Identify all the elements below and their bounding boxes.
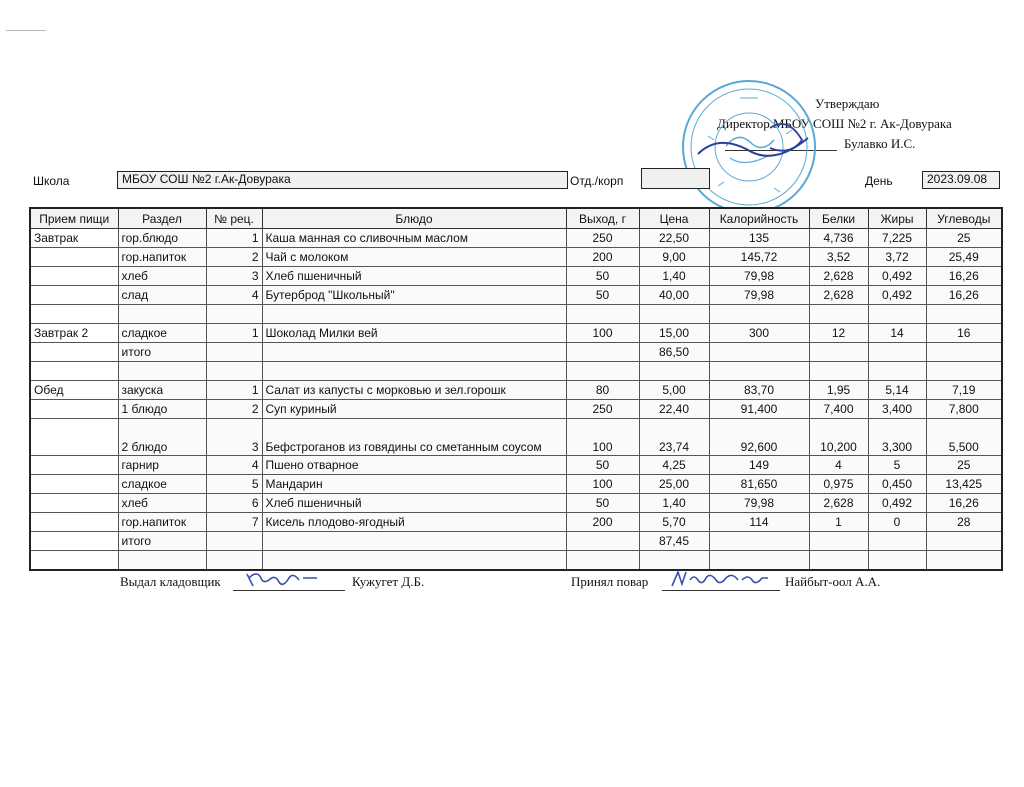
meal-cell: [30, 475, 118, 494]
meal-cell: [30, 419, 118, 456]
table-row-empty: [30, 305, 1002, 324]
dish-cell: Кисель плодово-ягодный: [262, 513, 566, 532]
price-cell: 22,50: [639, 229, 709, 248]
col-header-price: Цена: [639, 208, 709, 229]
table-row: [30, 229, 1002, 248]
col-header-dish: Блюдо: [262, 208, 566, 229]
weight-cell: 100: [566, 475, 639, 494]
weight-cell: 50: [566, 456, 639, 475]
col-header-protein: Белки: [809, 208, 868, 229]
fat-cell: 0,492: [868, 494, 926, 513]
table-row: [30, 267, 1002, 286]
dish-cell: Бефстроганов из говядины со сметанным соусом: [262, 419, 566, 456]
price-cell: 1,40: [639, 267, 709, 286]
section-cell: гарнир: [118, 456, 206, 475]
total-price: 86,50: [639, 343, 709, 362]
carbs-cell: 7,19: [926, 381, 1002, 400]
price-cell: 9,00: [639, 248, 709, 267]
col-header-calories: Калорийность: [709, 208, 809, 229]
dish-cell: Мандарин: [262, 475, 566, 494]
recipe-cell: 3: [206, 267, 262, 286]
protein-cell: 2,628: [809, 286, 868, 305]
dish-cell: Хлеб пшеничный: [262, 494, 566, 513]
day-label: День: [865, 174, 893, 188]
section-cell: гор.блюдо: [118, 229, 206, 248]
dish-cell: Хлеб пшеничный: [262, 267, 566, 286]
table-row: [30, 400, 1002, 419]
recipe-cell: 1: [206, 381, 262, 400]
meal-cell: [30, 513, 118, 532]
recipe-cell: 2: [206, 400, 262, 419]
carbs-cell: 25: [926, 456, 1002, 475]
price-cell: 40,00: [639, 286, 709, 305]
total-price: 87,45: [639, 532, 709, 551]
recipe-cell: 4: [206, 456, 262, 475]
table-row: [30, 419, 1002, 456]
calories-cell: 145,72: [709, 248, 809, 267]
menu-table: [29, 207, 1003, 571]
weight-cell: 100: [566, 419, 639, 456]
dish-cell: Каша манная со сливочным маслом: [262, 229, 566, 248]
department-field: [641, 168, 710, 189]
price-cell: 15,00: [639, 324, 709, 343]
fat-cell: 14: [868, 324, 926, 343]
fat-cell: 7,225: [868, 229, 926, 248]
carbs-cell: 16: [926, 324, 1002, 343]
table-row: [30, 324, 1002, 343]
protein-cell: 2,628: [809, 494, 868, 513]
fat-cell: 3,400: [868, 400, 926, 419]
protein-cell: 1: [809, 513, 868, 532]
carbs-cell: 25,49: [926, 248, 1002, 267]
section-cell: сладкое: [118, 324, 206, 343]
protein-cell: 10,200: [809, 419, 868, 456]
calories-cell: 79,98: [709, 267, 809, 286]
cook-label: Принял повар: [571, 574, 649, 589]
table-row: [30, 456, 1002, 475]
table-header-row: [30, 208, 1002, 229]
table-row-empty: [30, 551, 1002, 571]
calories-cell: 83,70: [709, 381, 809, 400]
carbs-cell: 16,26: [926, 494, 1002, 513]
recipe-cell: 1: [206, 324, 262, 343]
protein-cell: 0,975: [809, 475, 868, 494]
recipe-cell: 4: [206, 286, 262, 305]
total-label: итого: [118, 343, 206, 362]
price-cell: 22,40: [639, 400, 709, 419]
price-cell: 23,74: [639, 419, 709, 456]
section-cell: хлеб: [118, 494, 206, 513]
school-field: МБОУ СОШ №2 г.Ак-Довурака: [117, 171, 568, 189]
price-cell: 4,25: [639, 456, 709, 475]
recipe-cell: 3: [206, 419, 262, 456]
approval-name: Булавко И.С.: [844, 136, 916, 151]
protein-cell: 3,52: [809, 248, 868, 267]
fat-cell: 5: [868, 456, 926, 475]
weight-cell: 200: [566, 248, 639, 267]
approval-director: Директор МБОУ СОШ №2 г. Ак-Довурака: [717, 116, 952, 131]
day-field: 2023.09.08: [922, 171, 1000, 189]
col-header-meal: Прием пищи: [30, 208, 118, 229]
meal-cell: [30, 400, 118, 419]
col-header-weight: Выход, г: [566, 208, 639, 229]
fat-cell: 0,450: [868, 475, 926, 494]
weight-cell: 250: [566, 229, 639, 248]
storekeeper-name: Кужугет Д.Б.: [352, 574, 425, 589]
cook-name: Найбыт-оол А.А.: [785, 574, 881, 589]
weight-cell: 200: [566, 513, 639, 532]
calories-cell: 114: [709, 513, 809, 532]
fat-cell: 0: [868, 513, 926, 532]
scan-mark: [6, 30, 46, 31]
school-label: Школа: [33, 174, 70, 188]
section-cell: хлеб: [118, 267, 206, 286]
department-label: Отд./корп: [570, 174, 624, 188]
meal-cell: [30, 286, 118, 305]
meal-cell: [30, 248, 118, 267]
recipe-cell: 5: [206, 475, 262, 494]
section-cell: 1 блюдо: [118, 400, 206, 419]
calories-cell: 81,650: [709, 475, 809, 494]
fat-cell: 3,300: [868, 419, 926, 456]
table-row-empty: [30, 362, 1002, 381]
calories-cell: 91,400: [709, 400, 809, 419]
carbs-cell: 13,425: [926, 475, 1002, 494]
table-row-total: [30, 343, 1002, 362]
col-header-carbs: Углеводы: [926, 208, 1002, 229]
meal-cell: Обед: [30, 381, 118, 400]
weight-cell: 100: [566, 324, 639, 343]
fat-cell: 3,72: [868, 248, 926, 267]
protein-cell: 7,400: [809, 400, 868, 419]
dish-cell: Пшено отварное: [262, 456, 566, 475]
calories-cell: 149: [709, 456, 809, 475]
section-cell: гор.напиток: [118, 513, 206, 532]
weight-cell: 80: [566, 381, 639, 400]
total-label: итого: [118, 532, 206, 551]
official-stamp: [678, 76, 820, 218]
meal-cell: [30, 456, 118, 475]
col-header-recipe: № рец.: [206, 208, 262, 229]
col-header-fat: Жиры: [868, 208, 926, 229]
meal-cell: Завтрак 2: [30, 324, 118, 343]
carbs-cell: 28: [926, 513, 1002, 532]
section-cell: гор.напиток: [118, 248, 206, 267]
calories-cell: 79,98: [709, 286, 809, 305]
weight-cell: 50: [566, 267, 639, 286]
calories-cell: 300: [709, 324, 809, 343]
carbs-cell: 16,26: [926, 267, 1002, 286]
carbs-cell: 5,500: [926, 419, 1002, 456]
recipe-cell: 6: [206, 494, 262, 513]
weight-cell: 50: [566, 494, 639, 513]
meal-cell: [30, 267, 118, 286]
carbs-cell: 7,800: [926, 400, 1002, 419]
protein-cell: 1,95: [809, 381, 868, 400]
carbs-cell: 25: [926, 229, 1002, 248]
table-row: [30, 248, 1002, 267]
weight-cell: 250: [566, 400, 639, 419]
carbs-cell: 16,26: [926, 286, 1002, 305]
dish-cell: Чай с молоком: [262, 248, 566, 267]
meal-cell: Завтрак: [30, 229, 118, 248]
dish-cell: Суп куриный: [262, 400, 566, 419]
table-row: [30, 513, 1002, 532]
protein-cell: 4: [809, 456, 868, 475]
storekeeper-signature: [243, 568, 323, 592]
price-cell: 25,00: [639, 475, 709, 494]
calories-cell: 79,98: [709, 494, 809, 513]
dish-cell: Бутерброд "Школьный": [262, 286, 566, 305]
fat-cell: 5,14: [868, 381, 926, 400]
section-cell: сладкое: [118, 475, 206, 494]
table-row: [30, 286, 1002, 305]
recipe-cell: 7: [206, 513, 262, 532]
recipe-cell: 2: [206, 248, 262, 267]
dish-cell: Салат из капусты с морковью и зел.горошк: [262, 381, 566, 400]
weight-cell: 50: [566, 286, 639, 305]
section-cell: слад: [118, 286, 206, 305]
price-cell: 5,00: [639, 381, 709, 400]
section-cell: закуска: [118, 381, 206, 400]
section-cell: 2 блюдо: [118, 419, 206, 456]
table-row: [30, 494, 1002, 513]
storekeeper-label: Выдал кладовщик: [120, 574, 221, 589]
cook-signature: [668, 566, 772, 592]
price-cell: 1,40: [639, 494, 709, 513]
price-cell: 5,70: [639, 513, 709, 532]
table-row-total: [30, 532, 1002, 551]
recipe-cell: 1: [206, 229, 262, 248]
calories-cell: 92,600: [709, 419, 809, 456]
fat-cell: 0,492: [868, 267, 926, 286]
protein-cell: 12: [809, 324, 868, 343]
meal-cell: [30, 494, 118, 513]
approval-title: Утверждаю: [815, 96, 880, 111]
protein-cell: 2,628: [809, 267, 868, 286]
fat-cell: 0,492: [868, 286, 926, 305]
calories-cell: 135: [709, 229, 809, 248]
protein-cell: 4,736: [809, 229, 868, 248]
table-row: [30, 475, 1002, 494]
dish-cell: Шоколад Милки вей: [262, 324, 566, 343]
col-header-section: Раздел: [118, 208, 206, 229]
table-row: [30, 381, 1002, 400]
